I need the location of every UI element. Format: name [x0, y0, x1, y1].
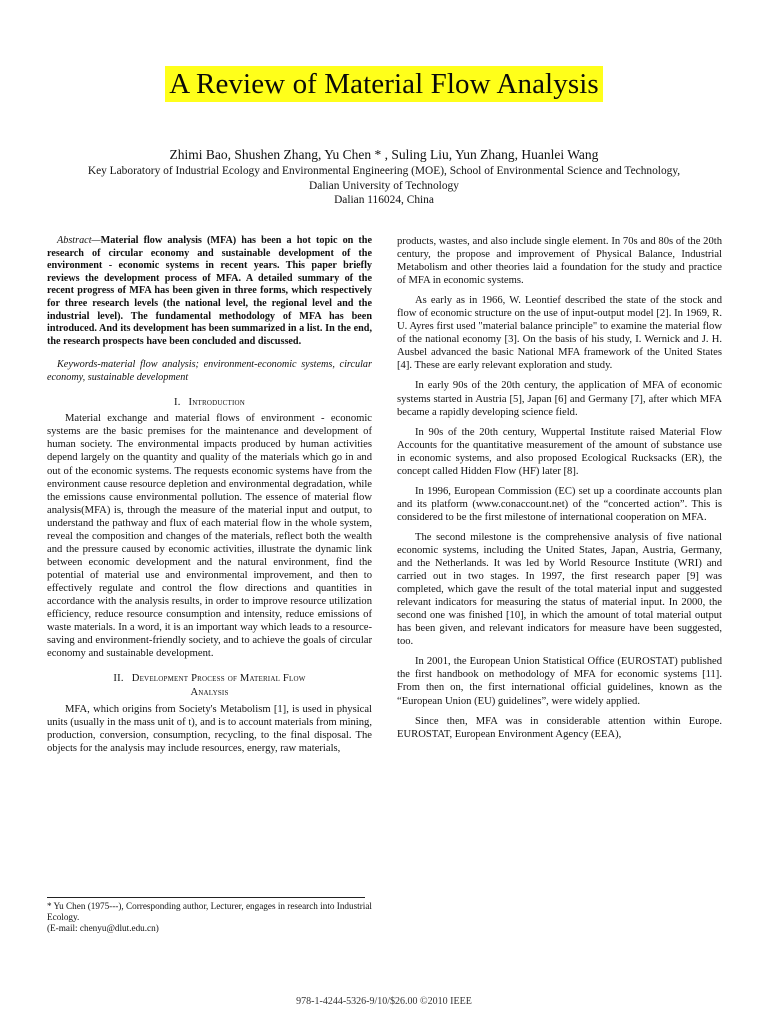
body-paragraph: Since then, MFA was in considerable attention within Europe. EUROSTAT, European Environment Agency (EEA), — [397, 715, 722, 740]
affiliation-line: Key Laboratory of Industrial Ecology and Environmental Engineering (MOE), School of Environmental Science and Technology, — [87, 165, 681, 177]
section-title: Introduction — [188, 397, 246, 409]
section-title-continued: Analysis — [190, 687, 229, 699]
author-list: Zhimi Bao, Shushen Zhang, Yu Chen * , Suling Liu, Yun Zhang, Huanlei Wang — [169, 147, 599, 162]
section-number: II. — [113, 673, 124, 685]
abstract-body: Material flow analysis (MFA) has been a hot topic on the research of circular economy and sustainable development of the environment - economic systems in recent years. This paper briefly reviews the development process of MFA. A detailed summary of the recent progress of MFA has been given in three forms, which respectively for three research levels (the national level, the regional level and the industrial level). The fundamental methodology of MFA has been introduced. And its development has been summarized in a list. In the end, the research prospects have been concluded and discussed. — [47, 235, 372, 347]
keywords: Keywords-material flow analysis; environment-economic systems, circular economy, sustainable development — [47, 359, 372, 384]
abstract-lead: Abstract— — [57, 235, 101, 246]
body-paragraph: Material exchange and material flows of environment - economic systems are the basic premises for the maintenance and development of human society. The environmental impacts produced by human activities depend largely on the quantity and quality of the materials which go in and out of the economic systems. The requests economic systems have from the environment cause resource depletion and environmental degradation, while the emissions cause environmental pollution. The essence of material flow analysis(MFA) is, through the measure of the material input and output, to understand the pathway and flux of each material flow in the whole system, reveal the composition and changes of the materials, reflect both the wealth and the pressure caused by economic activities, illustrate the dynamic link between economic development and the natural environment, find the potential of material use and environmental improvement, and then to effectively regulate and control the flow directions and quantities in accordance with the analysis results, in order to improve resource utilization efficiency, reduce resource consumption and intensity, reduce emissions of waste materials. In a word, it is an important way which leads to a resource-saving and environment-friendly society, and to achieve the goals of circular economy and sustainable development. — [47, 413, 372, 660]
left-column — [47, 235, 372, 755]
section-number: I. — [173, 397, 181, 409]
body-paragraph: In 2001, the European Union Statistical Office (EUROSTAT) published the first handbook on methodology of MFA for economic systems [11]. From then on, the first international official guidelines, known as the “European Union (EU) guidelines”, were widely applied. — [397, 656, 722, 707]
section-heading — [47, 672, 372, 700]
abstract — [47, 235, 372, 348]
section-title: Development Process of Material Flow — [131, 673, 306, 685]
right-column — [397, 235, 722, 748]
body-paragraph: MFA, which origins from Society's Metabolism [1], is used in physical units (usually in the mass unit of t), and is to account materials from mining, production, conversion, consumption, recycling, to the final disposal. The objects for the analysis may include resources, energy, raw materials, — [47, 704, 372, 755]
footnote-author: * Yu Chen (1975---), Corresponding author, Lecturer, engages in research into Industrial Ecology. — [47, 901, 372, 923]
body-paragraph: In early 90s of the 20th century, the application of MFA of economic systems started in Austria [5], Japan [6] and Germany [7], after which MFA became a rapidly developing science field. — [397, 380, 722, 418]
section-heading — [47, 396, 372, 410]
body-paragraph: As early as in 1966, W. Leontief described the state of the stock and flow of economic structure on the use of input-output model [2]. In 1969, R. U. Ayres first used "material balance principle" to examine the material flow of the national economy [3]. On the basis of his study, I. Wernick and J. H. Ausbel advanced the basic National MFA framework of the United States [4]. These are early relevant exploration and study. — [397, 295, 722, 372]
affiliation — [40, 164, 728, 208]
footnote-rule — [47, 897, 365, 898]
body-paragraph: The second milestone is the comprehensive analysis of five national economic systems, including the United States, Japan, Austria, Germany, and the Netherlands. It was led by World Resource Institute (WRI) and carried out in two stages. In 1997, the first research paper [9] was completed, which gave the result of the total material input and suggested relevant indicators for measuring the status of material input. In 2000, the second one was finished [10], in which the amount of total material output has been given, and relevant indicators for measure have been suggested, too. — [397, 531, 722, 648]
body-paragraph: In 90s of the 20th century, Wuppertal Institute raised Material Flow Accounts for the quantitative measurement of the amount of substance use in economic systems, and also proposed Ecological Rucksacks (ER), the concept called Hidden Flow (HF) later [8]. — [397, 426, 722, 477]
footnote — [47, 901, 372, 935]
copyright-line: 978-1-4244-5326-9/10/$26.00 ©2010 IEEE — [296, 996, 472, 1007]
affiliation-line: Dalian University of Technology — [309, 179, 459, 192]
paper-title: A Review of Material Flow Analysis — [165, 66, 603, 102]
title-block — [0, 66, 768, 102]
body-paragraph: products, wastes, and also include single element. In 70s and 80s of the 20th century, the propose and improvement of Physical Balance, Industrial Metabolism and other theories laid a foundation for the study and practice of MFA in economic systems. — [397, 236, 722, 287]
footnote-email: (E-mail: chenyu@dlut.edu.cn) — [47, 923, 159, 934]
body-paragraph: In 1996, European Commission (EC) set up a coordinate accounts plan and its platform (www.conaccount.net) of the “concerted action”. This is considered to be the first milestone of international cooperation on MFA. — [397, 485, 722, 523]
affiliation-line: Dalian 116024, China — [334, 194, 434, 207]
